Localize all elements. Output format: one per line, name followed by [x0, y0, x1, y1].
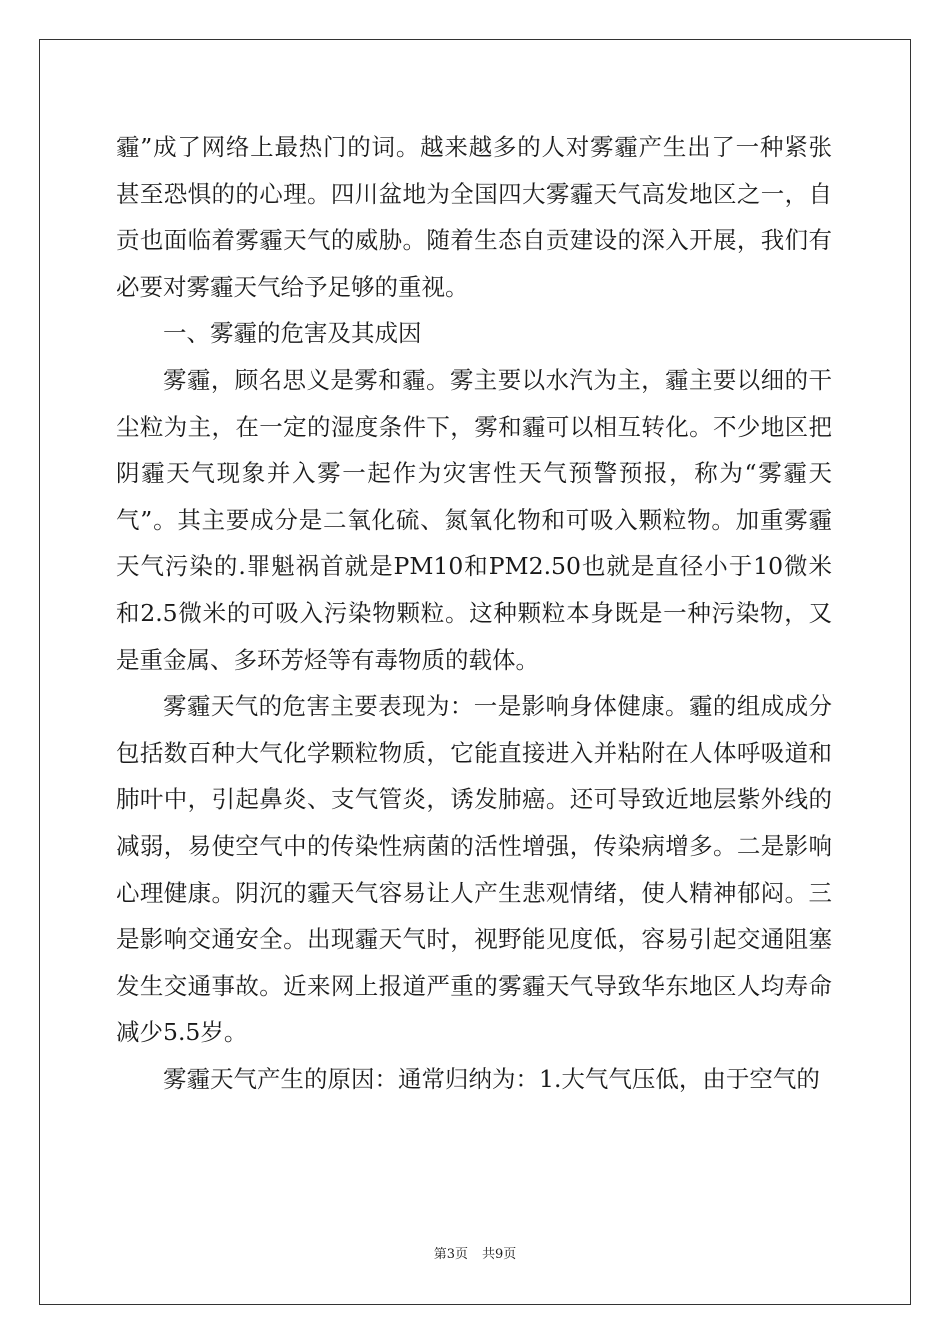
section-heading: 一、雾霾的危害及其成因: [163, 319, 422, 348]
paragraph-hazards: 雾霾天气的危害主要表现为：一是影响身体健康。霾的组成成分包括数百种大气化学颗粒物质，它能直接进入并粘附在人体呼吸道和肺叶中，引起鼻炎、支气管炎，诱发肺癌。还可导致近地层紫外线的减弱，易使空气中的传染性病菌的活性增强，传染病增多。二是影响心理健康。阴沉的霾天气容易让人产生悲观情绪，使人精神郁闷。三是影响交通安全。出现霾天气时，视野能见度低，容易引起交通阻塞发生交通事故。近来网上报道严重的雾霾天气导致华东地区人均寿命减少5.5岁。: [116, 692, 832, 1047]
page-footer: [0, 1243, 950, 1262]
paragraph-definition: 雾霾，顾名思义是雾和霾。雾主要以水汽为主，霾主要以细的干尘粒为主，在一定的湿度条件下，雾和霾可以相互转化。不少地区把阴霾天气现象并入雾一起作为灾害性天气预警预报，称为“雾霾天气”。其主要成分是二氧化硫、氮氧化物和可吸入颗粒物。加重雾霾天气污染的.罪魁祸首就是PM10和PM2.50也就是直径小于10微米和2.5微米的可吸入污染物颗粒。这种颗粒本身既是一种污染物，又是重金属、多环芳烃等有毒物质的载体。: [116, 365, 832, 674]
page-number: 第3页: [433, 1247, 468, 1262]
page-total: 共9页: [482, 1247, 517, 1262]
body-text: [116, 124, 832, 1102]
paragraph-causes: 雾霾天气产生的原因：通常归纳为：1.大气气压低，由于空气的: [163, 1064, 820, 1093]
paragraph-continuation: 霾”成了网络上最热门的词。越来越多的人对雾霾产生出了一种紧张甚至恐惧的的心理。四川盆地为全国四大雾霾天气高发地区之一，自贡也面临着雾霾天气的威胁。随着生态自贡建设的深入开展，我们有必要对雾霾天气给予足够的重视。: [116, 133, 832, 301]
